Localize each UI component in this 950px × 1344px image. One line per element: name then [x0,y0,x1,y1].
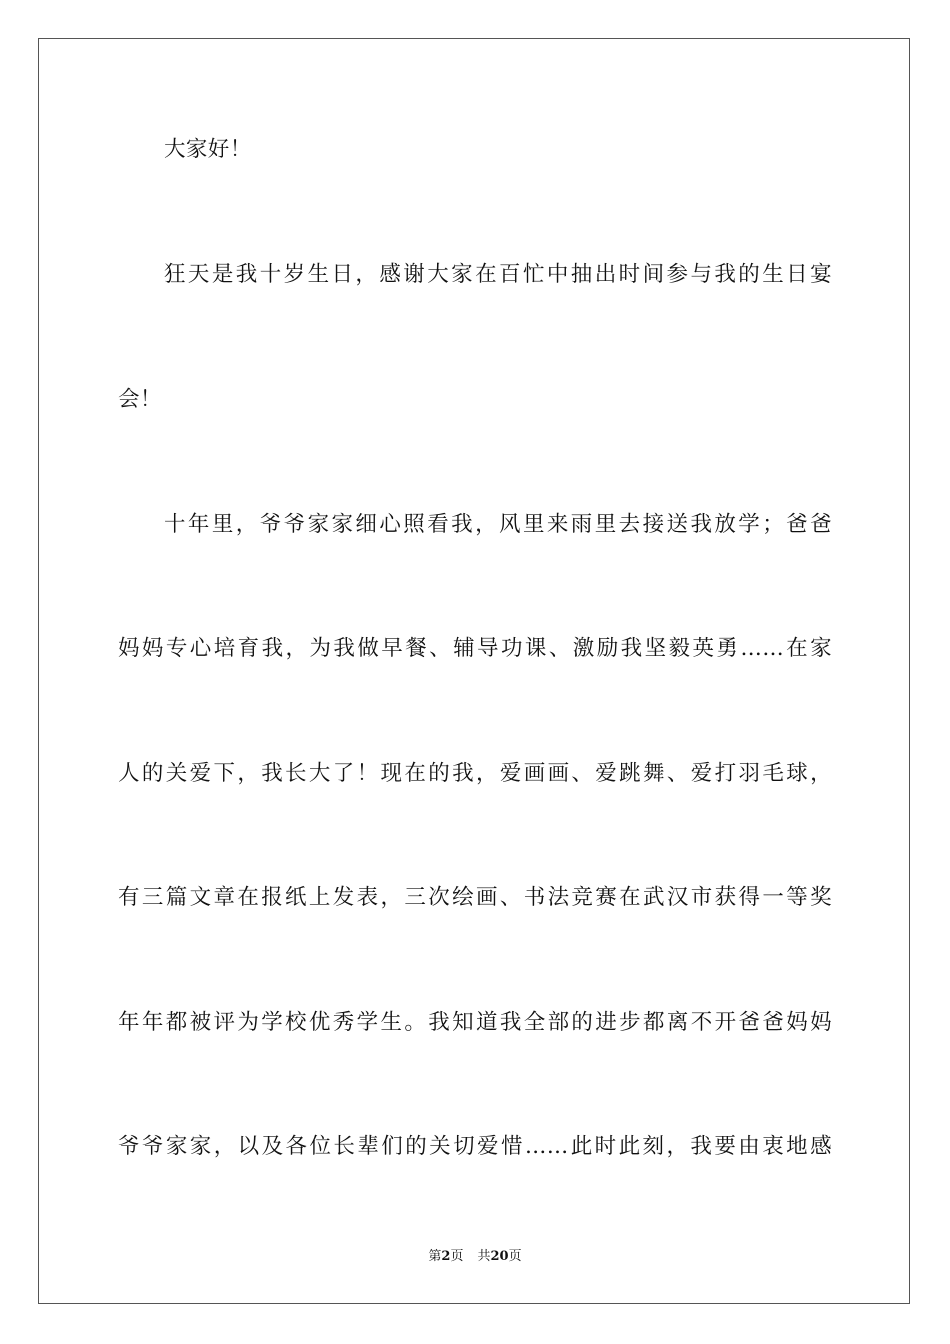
paragraph-line: 狂天是我十岁生日，感谢大家在百忙中抽出时间参与我的生日宴 [164,262,832,287]
page-number-suffix: 页 [450,1249,464,1264]
current-page-number: 2 [441,1249,451,1264]
paragraph-line: 有三篇文章在报纸上发表，三次绘画、书法竞赛在武汉市获得一等奖 [118,885,832,910]
paragraph-line: 年年都被评为学校优秀学生。我知道我全部的进步都离不开爸爸妈妈 [118,1010,832,1035]
greeting-line: 大家好！ [164,137,252,162]
paragraph-line: 人的关爱下，我长大了！现在的我，爱画画、爱跳舞、爱打羽毛球， [118,761,832,786]
total-page-count: 20 [490,1249,509,1264]
paragraph-line: 会！ [118,387,162,412]
total-pages-prefix: 共 [477,1249,491,1264]
paragraph-line: 爷爷家家，以及各位长辈们的关切爱惜……此时此刻，我要由衷地感 [118,1134,832,1159]
page-footer [0,1248,950,1266]
paragraph-line: 妈妈专心培育我，为我做早餐、辅导功课、激励我坚毅英勇……在家 [118,636,832,661]
page-border [38,38,910,1304]
paragraph-line: 十年里，爷爷家家细心照看我，风里来雨里去接送我放学；爸爸 [164,512,832,537]
page-number-prefix: 第 [428,1249,442,1264]
total-pages-suffix: 页 [508,1249,522,1264]
